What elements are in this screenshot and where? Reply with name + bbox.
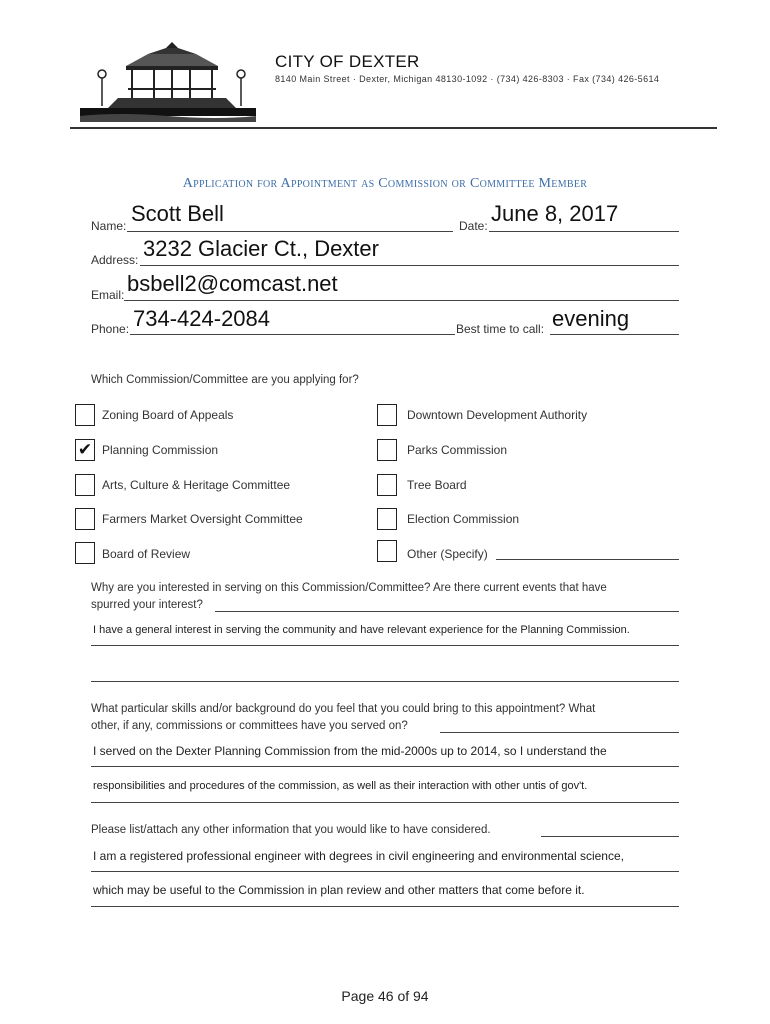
question-other-info: Please list/attach any other information that you would like to have considered.	[91, 824, 491, 836]
option-label: Election Commission	[407, 512, 520, 526]
option-label: Parks Commission	[407, 443, 508, 457]
why-underline	[215, 611, 679, 612]
date-field[interactable]: June 8, 2017	[491, 201, 619, 226]
email-label: Email:	[91, 288, 125, 302]
option-label: Downtown Development Authority	[407, 408, 588, 422]
option-label: Board of Review	[102, 547, 191, 561]
best-time-label: Best time to call:	[456, 322, 545, 336]
answer-why-line	[91, 645, 679, 646]
other-specify-field[interactable]	[496, 559, 679, 560]
option-label: Farmers Market Oversight Committee	[102, 512, 303, 526]
answer-other-line2[interactable]: which may be useful to the Commission in plan review and other matters that come before it.	[93, 883, 585, 897]
answer-skills-line2[interactable]: responsibilities and procedures of the commission, as well as their interaction with other untis of gov't.	[93, 780, 588, 792]
checkbox-other[interactable]	[377, 540, 397, 562]
answer-other-line1-rule	[91, 871, 679, 872]
option-label: Other (Specify)	[407, 547, 488, 561]
address-field[interactable]: 3232 Glacier Ct., Dexter	[143, 236, 379, 261]
question-skills-line1: What particular skills and/or background do you feel that you could bring to this appointment? What	[91, 703, 596, 715]
answer-other-line1[interactable]: I am a registered professional engineer with degrees in civil engineering and environmental science,	[93, 849, 624, 863]
answer-skills-line1-rule	[91, 766, 679, 767]
answer-skills-line1[interactable]: I served on the Dexter Planning Commission from the mid-2000s up to 2014, so I understand the	[93, 744, 607, 758]
checkbox-election-commission[interactable]	[377, 508, 397, 530]
best-time-underline	[550, 334, 679, 335]
org-address: 8140 Main Street · Dexter, Michigan 48130-1092 · (734) 426-8303 · Fax (734) 426-5614	[275, 74, 660, 84]
question-why-line1: Why are you interested in serving on this Commission/Committee? Are there current events that have	[91, 582, 607, 594]
answer-why-blank-line	[91, 681, 679, 682]
address-label: Address:	[91, 253, 139, 267]
phone-label: Phone:	[91, 322, 130, 336]
question-skills-line2: other, if any, commissions or committees have you served on?	[91, 720, 408, 732]
checkbox-farmers-market[interactable]	[75, 508, 95, 530]
email-underline	[124, 300, 679, 301]
name-underline	[127, 231, 453, 232]
org-name: CITY OF DEXTER	[275, 52, 420, 71]
option-label: Tree Board	[407, 478, 467, 492]
header-divider	[70, 127, 717, 129]
option-label: Arts, Culture & Heritage Committee	[102, 478, 291, 492]
name-field[interactable]: Scott Bell	[131, 201, 224, 226]
date-underline	[489, 231, 679, 232]
answer-other-line2-rule	[91, 906, 679, 907]
skills-underline	[440, 732, 679, 733]
date-label: Date:	[459, 219, 488, 233]
checkbox-board-of-review[interactable]	[75, 542, 95, 564]
checkbox-tree-board[interactable]	[377, 474, 397, 496]
checkbox-planning-commission[interactable]: ✔	[75, 439, 95, 461]
other-info-underline	[541, 836, 679, 837]
question-which-committee: Which Commission/Committee are you applying for?	[91, 374, 359, 386]
name-label: Name:	[91, 219, 127, 233]
checkbox-arts-culture[interactable]	[75, 474, 95, 496]
checkbox-parks-commission[interactable]	[377, 439, 397, 461]
gazebo-logo-icon	[78, 40, 258, 124]
phone-field[interactable]: 734-424-2084	[133, 306, 271, 331]
phone-underline	[130, 334, 455, 335]
email-field[interactable]: bsbell2@comcast.net	[127, 271, 338, 296]
question-why-line2: spurred your interest?	[91, 599, 203, 611]
checkbox-downtown-development[interactable]	[377, 404, 397, 426]
page-number: Page 46 of 94	[341, 988, 429, 1004]
answer-why[interactable]: I have a general interest in serving the community and have relevant experience for the Planning Commission.	[93, 624, 630, 636]
form-title: Application for Appointment as Commission or Committee Member	[182, 176, 588, 191]
best-time-field[interactable]: evening	[552, 306, 630, 331]
address-underline	[140, 265, 679, 266]
option-label: Planning Commission	[102, 443, 219, 457]
checkbox-zoning-board[interactable]	[75, 404, 95, 426]
option-label: Zoning Board of Appeals	[102, 408, 234, 422]
answer-skills-line2-rule	[91, 802, 679, 803]
